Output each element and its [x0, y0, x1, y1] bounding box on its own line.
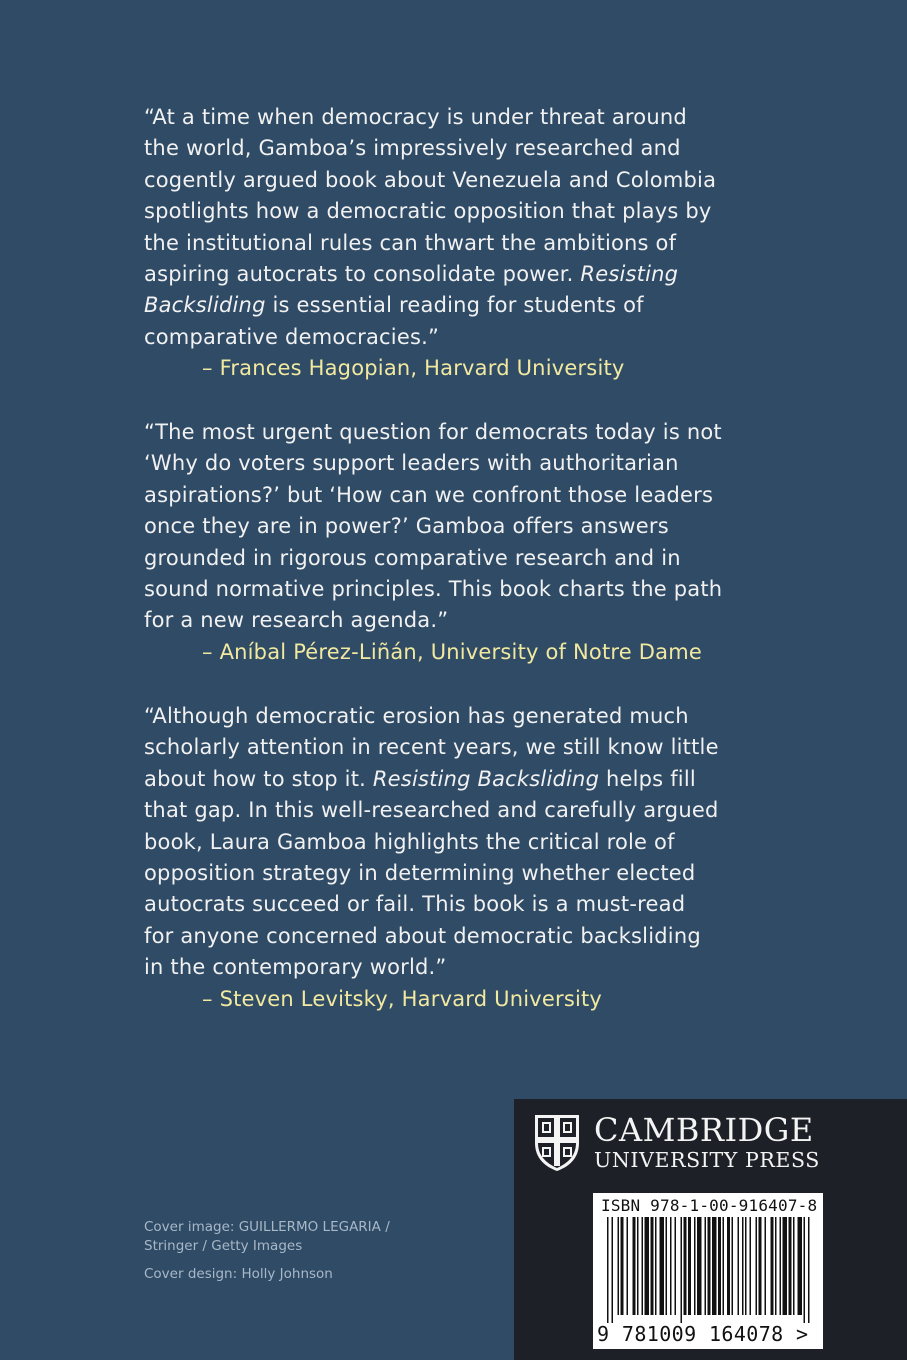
quote-line: [144, 290, 764, 321]
cover-design-credit: [144, 1265, 474, 1284]
quote-text: is essential reading for students of: [265, 293, 644, 318]
quote-line: “At a time when democracy is under threat around: [144, 105, 687, 129]
quote-line: grounded in rigorous comparative research and in: [144, 545, 681, 570]
quote-line: for anyone concerned about democratic backsliding: [144, 923, 701, 948]
ean-digits: 9 781009 164078 >: [597, 1322, 809, 1346]
quote-line: “Although democratic erosion has generated much: [144, 704, 689, 728]
credit-label: Cover image:: [144, 1219, 239, 1235]
cambridge-shield-icon: [532, 1113, 582, 1173]
quote-line: aspirations?’ but ‘How can we confront those leaders: [144, 482, 714, 507]
barcode-bars: [593, 1217, 823, 1323]
quote-line: ‘Why do voters support leaders with authoritarian: [144, 451, 679, 476]
quote-line: the world, Gamboa’s impressively researched and: [144, 136, 681, 161]
publisher-name-line-2: UNIVERSITY PRESS: [594, 1148, 820, 1172]
publisher-name: [594, 1113, 820, 1173]
cover-credits: [144, 1218, 474, 1293]
quote-line: comparative democracies.”: [144, 324, 440, 349]
quote-line: scholarly attention in recent years, we still know little: [144, 735, 719, 760]
quote-line: spotlights how a democratic opposition that plays by: [144, 199, 712, 224]
publisher-panel: [514, 1099, 907, 1360]
quote-line: [144, 764, 764, 795]
endorsement-quote-3: [144, 701, 764, 1015]
book-title: Resisting: [580, 262, 679, 287]
book-title: Resisting Backsliding: [372, 766, 600, 791]
credit-value: Holly Johnson: [241, 1266, 333, 1282]
quote-line: “The most urgent question for democrats today is not: [144, 420, 722, 444]
publisher-logo: [532, 1113, 907, 1179]
quote-line: for a new research agenda.”: [144, 608, 449, 633]
isbn-barcode: [593, 1193, 823, 1349]
quote-line: in the contemporary world.”: [144, 955, 447, 980]
quote-text: aspiring autocrats to consolidate power.: [144, 262, 581, 287]
quote-attribution: – Frances Hagopian, Harvard University: [202, 356, 625, 381]
quote-attribution: – Aníbal Pérez-Liñán, University of Notre Dame: [202, 639, 702, 664]
quote-attribution: – Steven Levitsky, Harvard University: [202, 986, 603, 1011]
quote-line: opposition strategy in determining whether elected: [144, 861, 696, 886]
cover-image-credit: [144, 1218, 474, 1256]
publisher-name-line-1: CAMBRIDGE: [594, 1111, 814, 1149]
quote-line: book, Laura Gamboa highlights the critical role of: [144, 829, 675, 854]
quote-line: [144, 259, 764, 290]
quote-line: autocrats succeed or fail. This book is a must-read: [144, 892, 686, 917]
credit-value: Stringer / Getty Images: [144, 1238, 303, 1254]
credit-label: Cover design:: [144, 1266, 242, 1282]
quote-text: about how to stop it.: [144, 766, 373, 791]
book-title: Backsliding: [144, 293, 266, 318]
quote-line: the institutional rules can thwart the ambitions of: [144, 230, 677, 255]
endorsement-quote-1: [144, 102, 764, 385]
quote-line: cogently argued book about Venezuela and Colombia: [144, 167, 717, 192]
isbn-number: ISBN 978-1-00-916407-8: [601, 1196, 818, 1215]
credit-value: GUILLERMO LEGARIA /: [238, 1219, 390, 1235]
quote-line: that gap. In this well-researched and carefully argued: [144, 798, 719, 823]
endorsement-quote-2: [144, 417, 764, 668]
quote-line: sound normative principles. This book charts the path: [144, 577, 723, 602]
quote-text: helps fill: [599, 766, 696, 791]
quote-line: once they are in power?’ Gamboa offers answers: [144, 514, 669, 539]
